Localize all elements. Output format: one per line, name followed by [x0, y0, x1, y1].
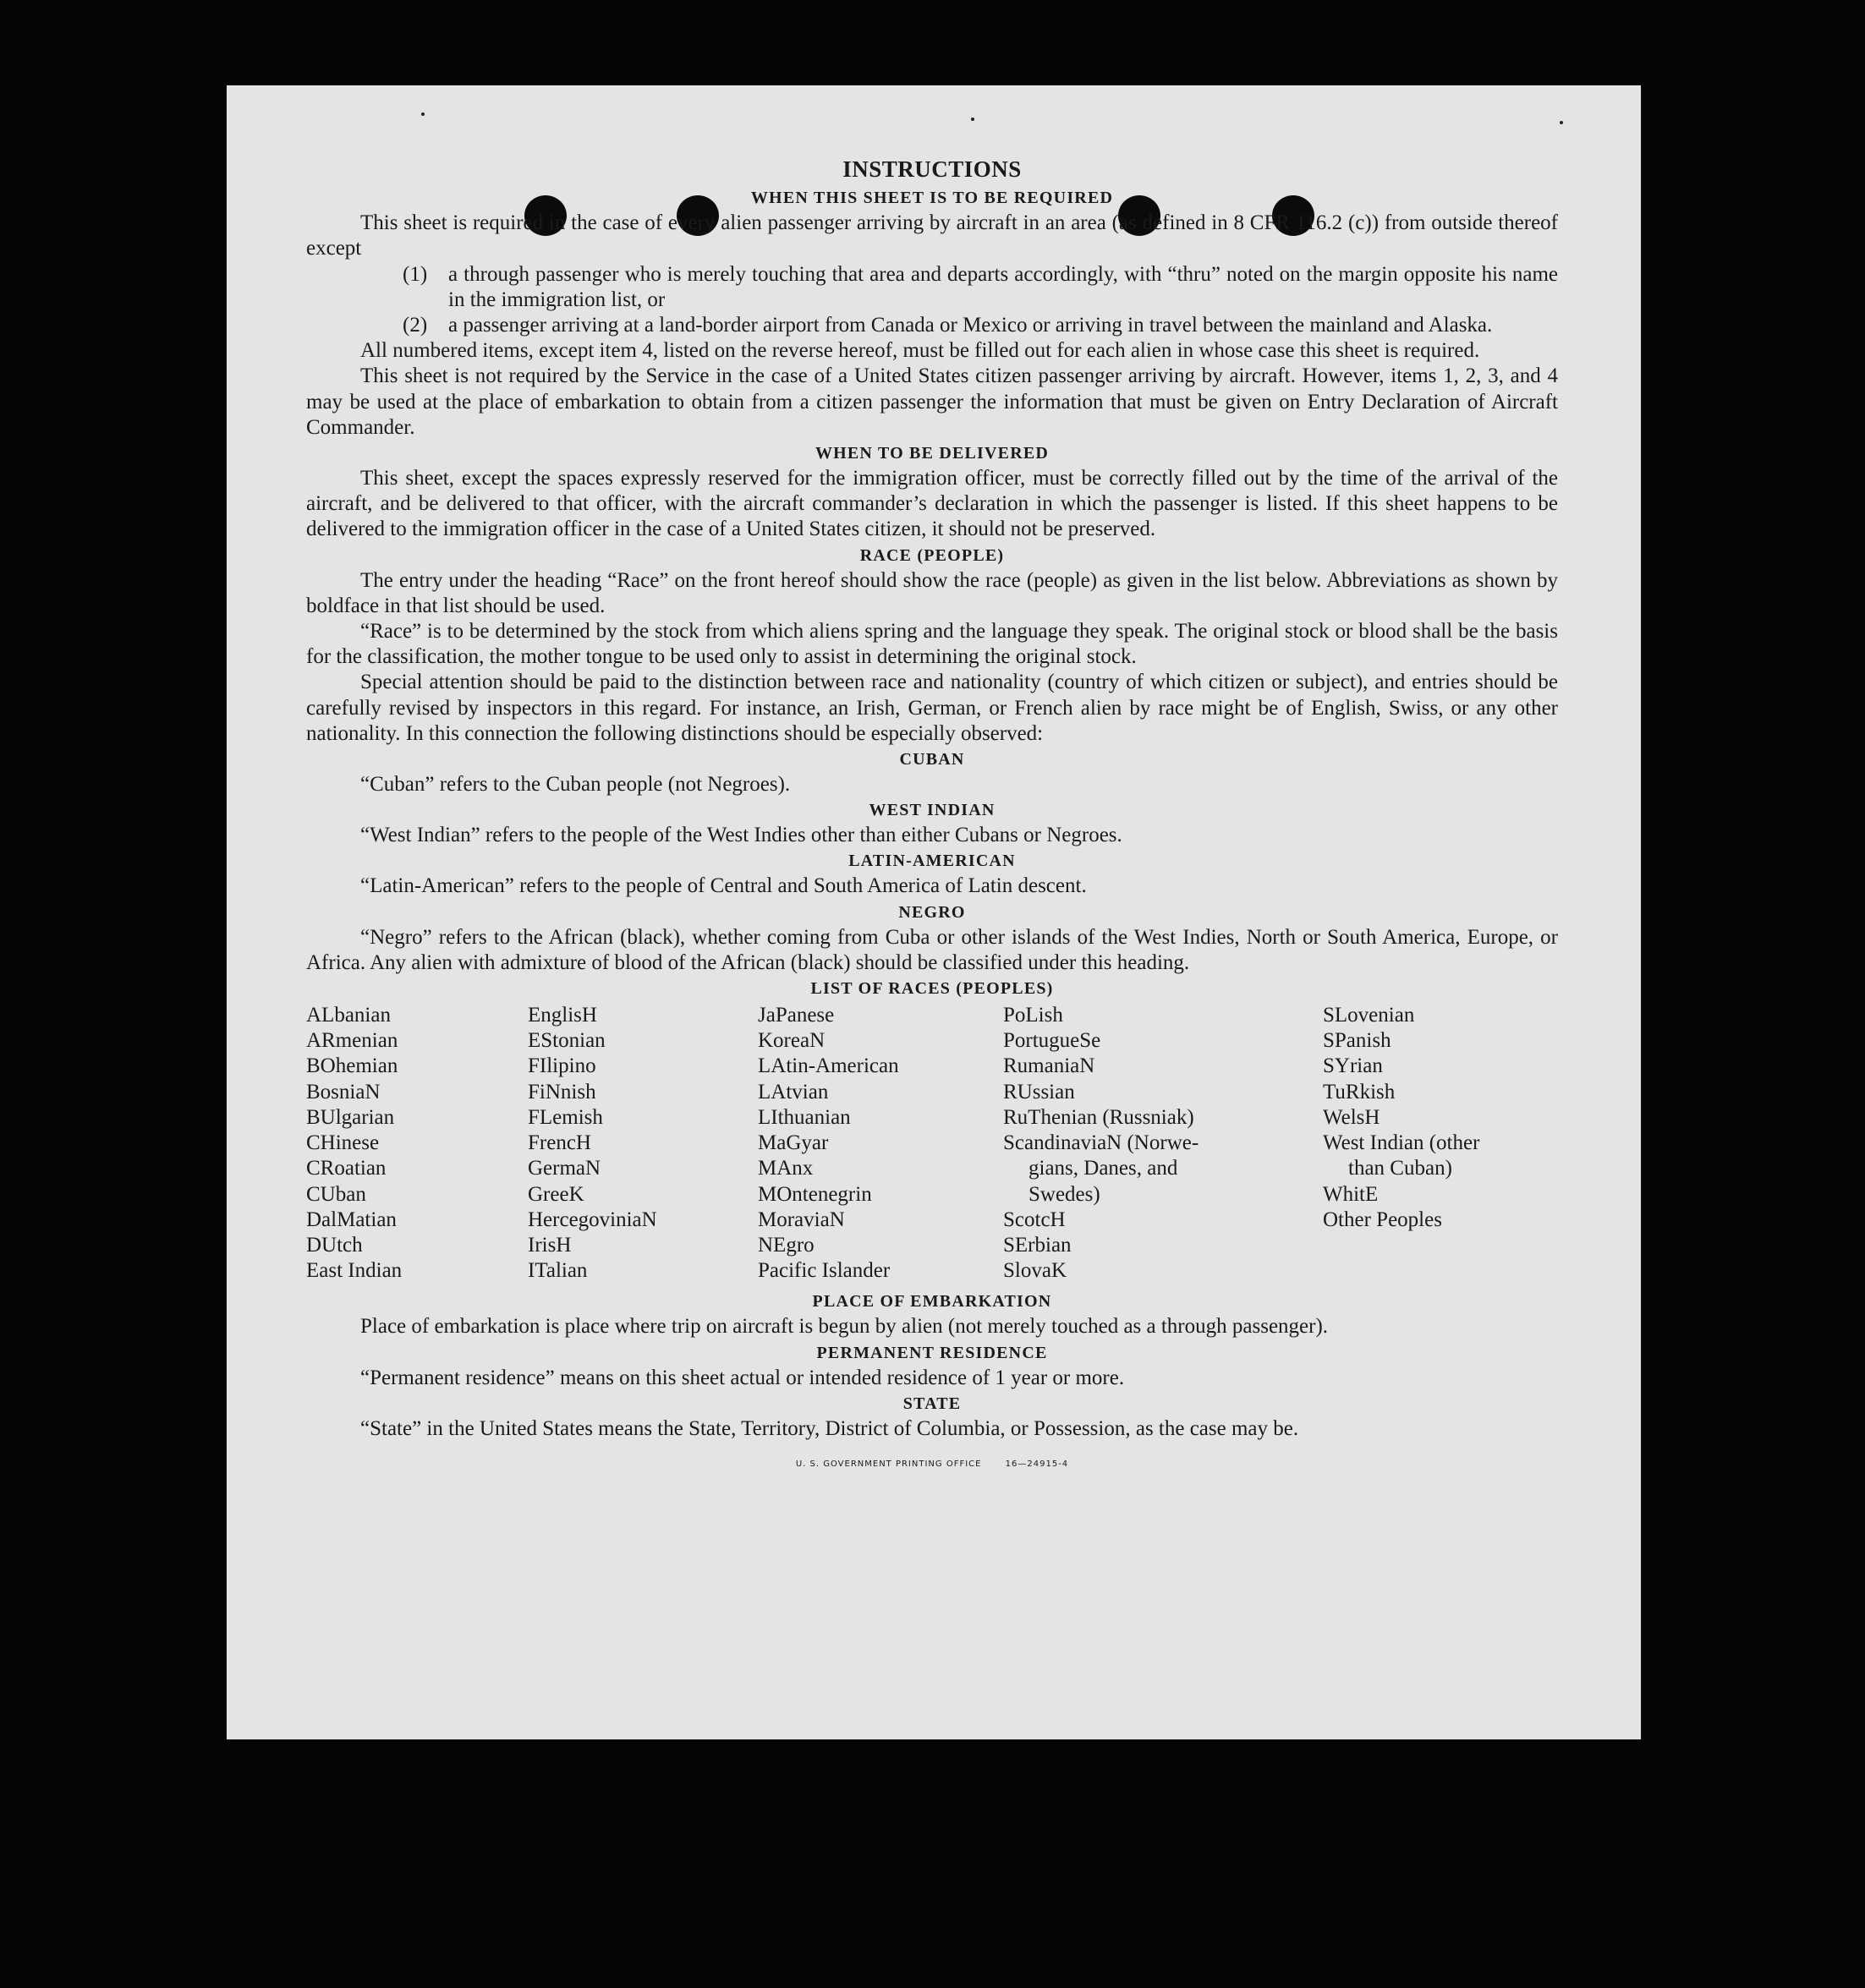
race-entry: ScotcH [1003, 1208, 1066, 1231]
race-entry: ITalian [528, 1259, 588, 1283]
section-heading: NEGRO [898, 902, 966, 922]
section-heading: PLACE OF EMBARKATION [812, 1292, 1052, 1312]
paragraph: All numbered items, except item 4, listed on the reverse hereof, must be filled out for each alien in whose case this sheet is required. [360, 339, 1480, 363]
race-entry: WelsH [1323, 1105, 1380, 1129]
race-entry: SLovenian [1323, 1004, 1415, 1027]
race-entry: FIlipino [528, 1054, 596, 1078]
race-entry: SlovaK [1003, 1259, 1067, 1283]
race-entry-continued: than Cuban) [1348, 1157, 1452, 1180]
race-entry: ALbanian [306, 1004, 391, 1027]
race-entry: MoraviaN [758, 1208, 845, 1231]
race-entry: IrisH [528, 1233, 572, 1257]
race-entry: Other Peoples [1323, 1208, 1442, 1231]
paragraph: “West Indian” refers to the people of the West Indies other than either Cubans or Negroes. [360, 824, 1122, 847]
item-text: a through passenger who is merely touching that area and departs accordingly, with “thru” noted on the margin opposite his name in the immigration list, or [448, 262, 1558, 311]
race-entry: WhitE [1323, 1182, 1379, 1206]
race-entry: FLemish [528, 1105, 603, 1129]
printer-imprint: U. S. GOVERNMENT PRINTING OFFICE [795, 1459, 982, 1469]
section-heading: WHEN TO BE DELIVERED [815, 444, 1050, 463]
race-entry: SPanish [1323, 1029, 1391, 1053]
race-entry: JaPanese [758, 1004, 835, 1027]
item-text: a passenger arriving at a land-border airport from Canada or Mexico or arriving in travel between the mainland and Alaska. [448, 314, 1493, 337]
paragraph: “State” in the United States means the State, Territory, District of Columbia, or Possession, as the case may be. [360, 1416, 1299, 1440]
race-entry: CHinese [306, 1131, 380, 1155]
race-entry: ARmenian [306, 1029, 398, 1053]
race-entry: FrencH [528, 1131, 591, 1155]
paragraph: “Cuban” refers to the Cuban people (not Negroes). [360, 773, 791, 797]
race-entry: LIthuanian [758, 1105, 851, 1129]
race-entry: RuThenian (Russniak) [1003, 1105, 1194, 1129]
section-heading: LIST OF RACES (PEOPLES) [810, 979, 1054, 999]
race-entry: KoreaN [758, 1029, 826, 1053]
race-entry: RumaniaN [1003, 1054, 1095, 1078]
race-entry: BosniaN [306, 1080, 381, 1104]
paragraph: Place of embarkation is place where trip on aircraft is begun by alien (not merely touched as a through passenger). [360, 1315, 1329, 1339]
document-title: INSTRUCTIONS [842, 156, 1022, 182]
race-entry: FiNnish [528, 1080, 596, 1104]
race-entry: PortugueSe [1003, 1029, 1101, 1053]
race-entry: LAtin-American [758, 1054, 899, 1078]
race-entry: ScandinaviaN (Norwe- [1003, 1131, 1199, 1155]
race-entry: DalMatian [306, 1208, 397, 1231]
section-heading: PERMANENT RESIDENCE [816, 1343, 1048, 1362]
race-entry: GreeK [528, 1182, 584, 1206]
races-column [306, 1003, 528, 1284]
race-entry: NEgro [758, 1233, 815, 1257]
paragraph: This sheet is not required by the Service in the case of a United States citizen passenger arriving by aircraft. However, items 1, 2, 3, and 4 may be used at the place of embarkation to obtain from a citizen passenger the information that must be given on Entry Declaration of Aircraft Commander. [306, 364, 1558, 439]
race-entry: CUban [306, 1182, 366, 1206]
races-list [306, 1003, 1558, 1284]
paragraph: “Negro” refers to the African (black), whether coming from Cuba or other islands of the West Indies, North or South America, Europe, or Africa. Any alien with admixture of blood of the African (black) should be classified under this heading. [306, 925, 1558, 974]
race-entry: EnglisH [528, 1004, 597, 1027]
form-number: 16—24915-4 [1005, 1459, 1069, 1469]
paragraph: “Latin-American” refers to the people of Central and South America of Latin descent. [360, 874, 1087, 898]
race-entry-continued: Swedes) [1028, 1182, 1100, 1206]
section-heading: RACE (PEOPLE) [859, 545, 1005, 565]
race-entry: LAtvian [758, 1080, 829, 1104]
section-heading: WEST INDIAN [869, 801, 996, 820]
race-entry: GermaN [528, 1157, 601, 1180]
races-column [758, 1003, 1003, 1284]
race-entry: RUssian [1003, 1080, 1075, 1104]
paper-speck [971, 118, 974, 121]
races-column [528, 1003, 758, 1284]
race-entry: MOntenegrin [758, 1182, 872, 1206]
race-entry: MAnx [758, 1157, 814, 1180]
item-number: (2) [403, 314, 428, 337]
race-entry: TuRkish [1323, 1080, 1396, 1104]
instructions-text [306, 156, 1558, 1477]
races-column [1323, 1003, 1558, 1284]
race-entry: BUlgarian [306, 1105, 395, 1129]
paragraph: The entry under the heading “Race” on the front hereof should show the race (people) as given in the list below. Abbreviations as shown by boldface in that list should be used. [306, 568, 1558, 617]
race-entry: East Indian [306, 1259, 403, 1283]
printer-footer [306, 1452, 1558, 1477]
race-entry: SYrian [1323, 1054, 1383, 1078]
paragraph: Special attention should be paid to the distinction between race and nationality (country of which citizen or subject), and entries should be carefully revised by inspectors in this regard. For instance, an Irish, German, or French alien by race might be of English, Swiss, or any other nationality. In this connection the following distinctions should be especially observed: [306, 671, 1558, 745]
race-entry: Pacific Islander [758, 1259, 891, 1283]
section-heading: CUBAN [899, 750, 965, 769]
section-heading: WHEN THIS SHEET IS TO BE REQUIRED [750, 189, 1114, 208]
paper-speck [421, 112, 425, 116]
race-entry: West Indian (other [1323, 1131, 1480, 1155]
list-item [403, 262, 1558, 313]
race-entry: EStonian [528, 1029, 606, 1053]
paragraph: This sheet is required in the case of every alien passenger arriving by aircraft in an area (as defined in 8 CFR 116.2 (c)) from outside thereof except [306, 211, 1558, 260]
section-heading: LATIN-AMERICAN [848, 852, 1016, 871]
race-entry-continued: gians, Danes, and [1028, 1157, 1178, 1180]
race-entry: CRoatian [306, 1157, 387, 1180]
paper-speck [1560, 121, 1563, 124]
race-entry: SErbian [1003, 1233, 1072, 1257]
race-entry: HercegoviniaN [528, 1208, 657, 1231]
paragraph: “Permanent residence” means on this sheet actual or intended residence of 1 year or more. [360, 1366, 1125, 1389]
section-heading: STATE [902, 1394, 962, 1413]
race-entry: PoLish [1003, 1004, 1063, 1027]
paragraph: This sheet, except the spaces expressly reserved for the immigration officer, must be correctly filled out by the time of the arrival of the aircraft, and be delivered to that officer, with the aircraft commander’s declaration in which the passenger is listed. If this sheet happens to be delivered to the immigration officer in the case of a United States citizen, it should not be preserved. [306, 467, 1558, 541]
race-entry: DUtch [306, 1233, 363, 1257]
list-item [403, 313, 1558, 338]
paragraph: “Race” is to be determined by the stock from which aliens spring and the language they speak. The original stock or blood shall be the basis for the classification, the mother tongue to be used only to assist in determining the original stock. [306, 620, 1558, 669]
race-entry: MaGyar [758, 1131, 829, 1155]
item-number: (1) [403, 262, 428, 286]
races-column [1003, 1003, 1323, 1284]
race-entry: BOhemian [306, 1054, 398, 1078]
